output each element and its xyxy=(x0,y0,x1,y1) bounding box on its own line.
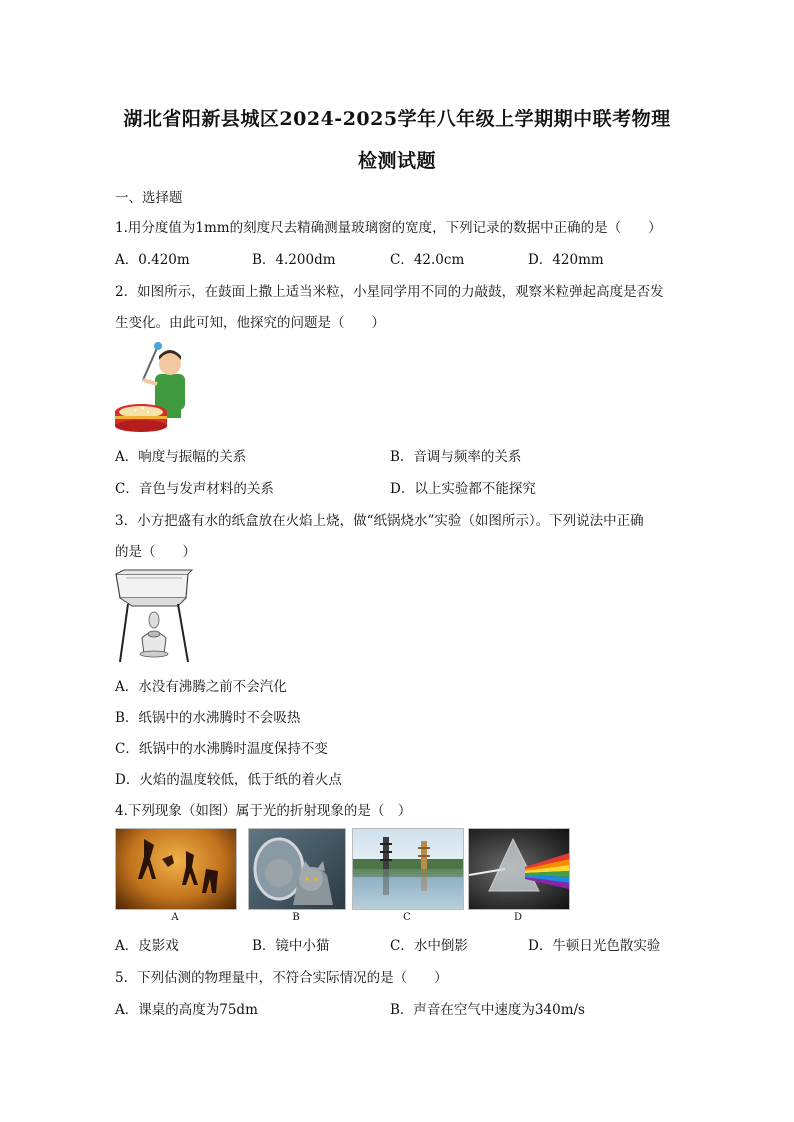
section-heading: 一、选择题 xyxy=(115,190,183,206)
photo-cat-mirror xyxy=(248,828,346,910)
exam-title-line1: 湖北省阳新县城区2024-2025学年八年级上学期期中联考物理 xyxy=(123,108,671,130)
q1-option-c: C．42.0cm xyxy=(390,252,465,268)
q5-stem: 5．下列估测的物理量中，不符合实际情况的是（ ） xyxy=(115,970,448,986)
q3-stem-line2: 的是（ ） xyxy=(115,544,196,560)
caption-a: A xyxy=(171,912,179,923)
q4-option-d: D．牛顿日光色散实验 xyxy=(528,938,661,954)
drum-boy-illustration xyxy=(113,340,195,432)
q2-option-c: C．音色与发声材料的关系 xyxy=(115,481,274,497)
q4-stem: 4.下列现象（如图）属于光的折射现象的是（ ） xyxy=(115,803,412,819)
q2-option-d: D．以上实验都不能探究 xyxy=(390,481,536,497)
q3-option-c: C．纸锅中的水沸腾时温度保持不变 xyxy=(115,741,328,757)
photo-shadow-puppet xyxy=(115,828,237,910)
q1-option-d: D．420mm xyxy=(528,252,604,268)
q3-stem-line1: 3．小方把盛有水的纸盒放在火焰上烧，做“纸锅烧水”实验（如图所示）。下列说法中正确 xyxy=(115,513,644,529)
exam-title-line2: 检测试题 xyxy=(357,150,436,172)
q2-option-b: B．音调与频率的关系 xyxy=(390,449,522,465)
q1-stem: 1.用分度值为1mm的刻度尺去精确测量玻璃窗的宽度，下列记录的数据中正确的是（ ） xyxy=(115,220,662,236)
caption-d: D xyxy=(513,912,523,923)
q3-option-b: B．纸锅中的水沸腾时不会吸热 xyxy=(115,710,301,726)
q4-option-a: A．皮影戏 xyxy=(115,938,179,954)
q2-stem-line1: 2．如图所示，在鼓面上撒上适当米粒，小星同学用不同的力敲鼓，观察米粒弹起高度是否发 xyxy=(115,284,664,300)
q5-option-b: B．声音在空气中速度为340m/s xyxy=(390,1002,585,1018)
photo-prism-dispersion xyxy=(468,828,570,910)
paper-pot-illustration xyxy=(112,568,194,664)
q3-option-d: D．火焰的温度较低，低于纸的着火点 xyxy=(115,772,342,788)
q4-option-b: B．镜中小猫 xyxy=(252,938,330,954)
q2-option-a: A．响度与振幅的关系 xyxy=(115,449,247,465)
caption-c: C xyxy=(403,912,411,923)
photo-pagoda-reflection xyxy=(352,828,464,910)
q1-option-a: A．0.420m xyxy=(115,252,190,268)
q2-stem-line2: 生变化。由此可知，他探究的问题是（ ） xyxy=(115,315,385,331)
q5-option-a: A．课桌的高度为75dm xyxy=(115,1002,258,1018)
q3-option-a: A．水没有沸腾之前不会汽化 xyxy=(115,679,287,695)
q4-option-c: C．水中倒影 xyxy=(390,938,468,954)
caption-b: B xyxy=(292,912,300,923)
q1-option-b: B．4.200dm xyxy=(252,252,336,268)
